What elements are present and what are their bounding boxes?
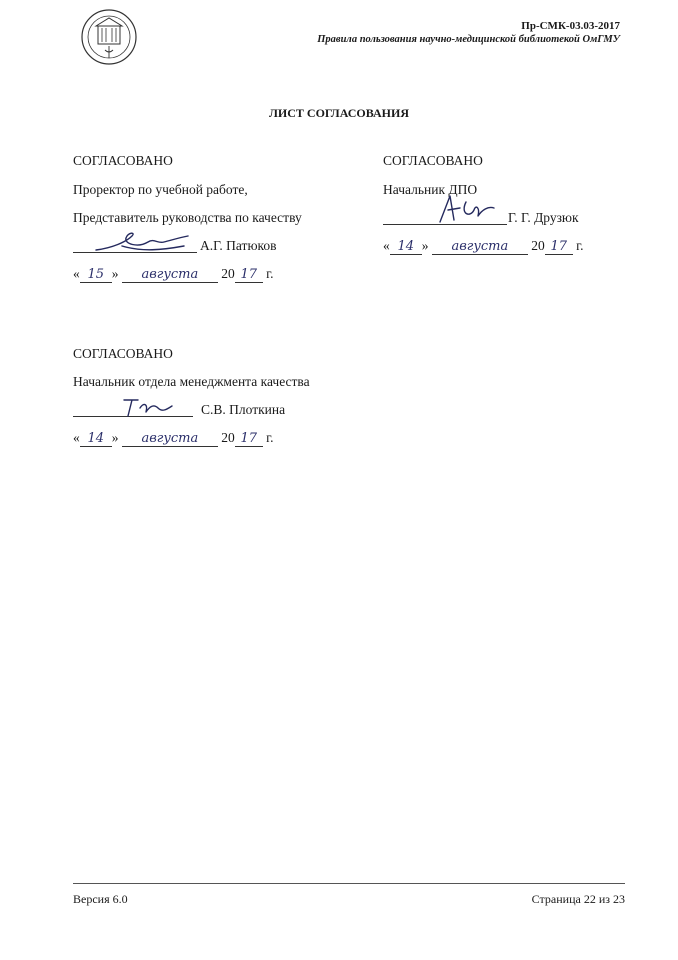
date-year-label: г.	[266, 430, 274, 445]
document-title: Правила пользования научно-медицинской библиотекой ОмГМУ	[317, 34, 620, 45]
date-open-quote: «	[73, 266, 80, 281]
date-day: 14	[397, 239, 415, 254]
date-year-prefix: 20	[531, 238, 545, 253]
date-month: августа	[451, 239, 509, 254]
date-close-quote: »	[421, 238, 429, 253]
approval-date-1	[73, 266, 274, 283]
date-year-label: г.	[576, 238, 584, 253]
document-code: Пр-СМК-03.03-2017	[521, 20, 620, 32]
approval-heading-3: СОГЛАСОВАНО	[73, 346, 173, 361]
date-close-quote: »	[111, 266, 119, 281]
approver-name-3: С.В. Плоткина	[201, 402, 286, 417]
footer-page-number: Страница 22 из 23	[531, 892, 625, 906]
date-year-suffix: 17	[550, 239, 568, 254]
date-day: 15	[87, 267, 105, 282]
date-month: августа	[141, 431, 199, 446]
date-year-label: г.	[266, 266, 274, 281]
date-year-prefix: 20	[221, 266, 235, 281]
approver-name-2: Г. Г. Друзюк	[508, 210, 579, 225]
approver-position-1a: Проректор по учебной работе,	[73, 182, 248, 197]
handwritten-signature-2	[430, 192, 500, 226]
approver-position-1b: Представитель руководства по качеству	[73, 210, 302, 225]
date-year-suffix: 17	[240, 431, 258, 446]
approver-position-3: Начальник отдела менеджмента качества	[73, 374, 310, 389]
approval-heading-1: СОГЛАСОВАНО	[73, 153, 173, 168]
approver-position-2: Начальник ДПО	[383, 182, 478, 197]
approver-name-1: А.Г. Патюков	[200, 238, 277, 253]
sheet-title: ЛИСТ СОГЛАСОВАНИЯ	[268, 106, 410, 120]
date-year-suffix: 17	[240, 267, 258, 282]
university-seal-icon	[80, 8, 138, 66]
handwritten-signature-3	[118, 394, 178, 420]
date-year-prefix: 20	[221, 430, 235, 445]
handwritten-signature-1	[92, 228, 192, 256]
date-open-quote: «	[73, 430, 80, 445]
date-open-quote: «	[383, 238, 390, 253]
approval-heading-2: СОГЛАСОВАНО	[383, 153, 483, 168]
approval-date-2	[383, 238, 584, 255]
approval-date-3	[73, 430, 274, 447]
footer-version: Версия 6.0	[73, 892, 128, 906]
footer-divider	[73, 883, 625, 884]
date-close-quote: »	[111, 430, 119, 445]
date-day: 14	[87, 431, 105, 446]
date-month: августа	[141, 267, 199, 282]
